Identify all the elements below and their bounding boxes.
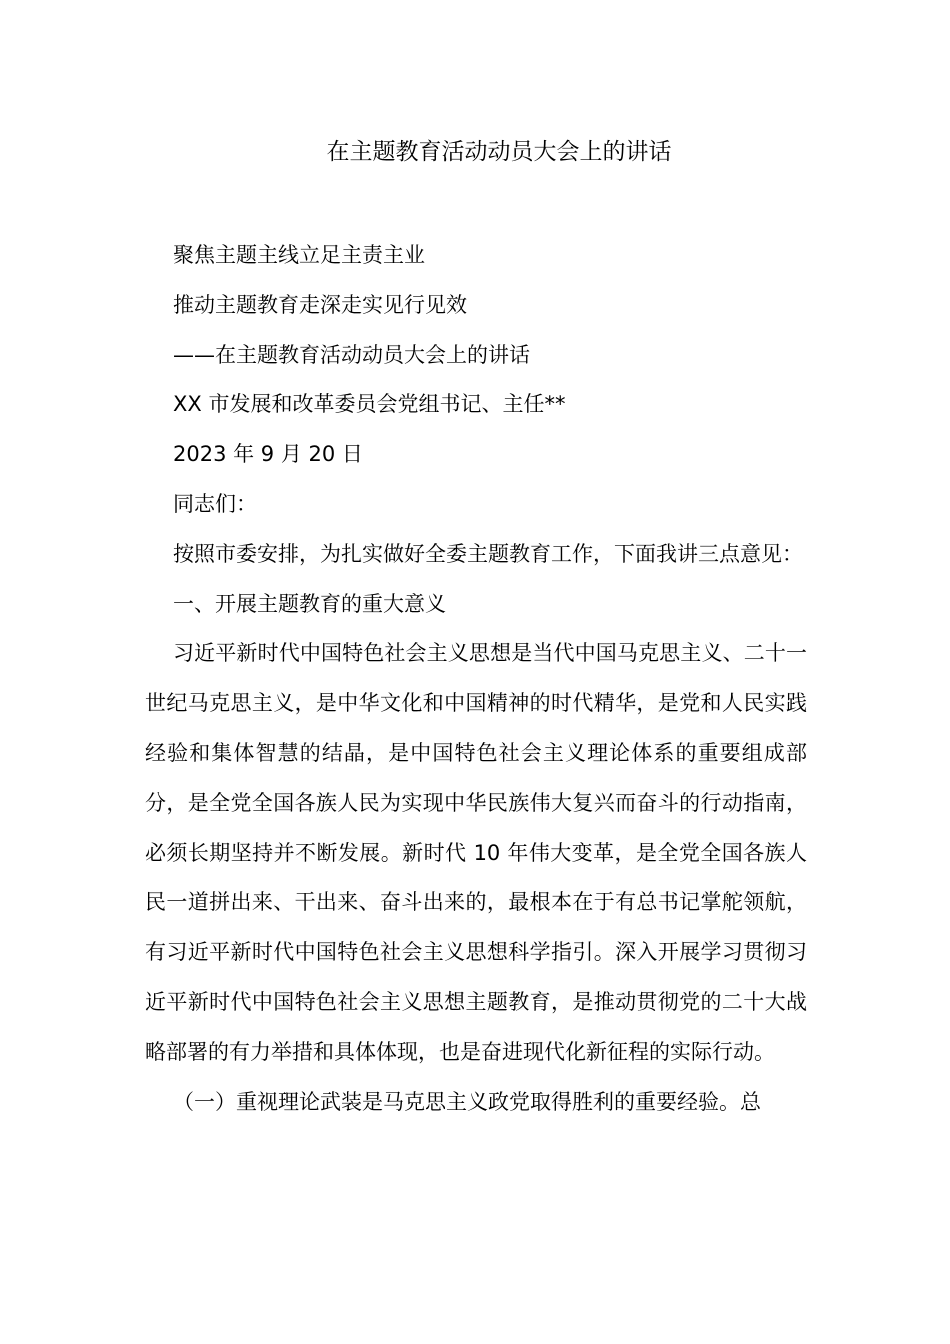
date-line: 2023 年 9 月 20 日: [173, 442, 363, 467]
subsection-heading-1: （一）重视理论武装是马克思主义政党取得胜利的重要经验。总: [173, 1089, 761, 1114]
section-heading-1: 一、开展主题教育的重大意义: [173, 591, 446, 616]
subtitle-line-3: ——在主题教育活动动员大会上的讲话: [173, 342, 530, 367]
speaker-line: XX 市发展和改革委员会党组书记、主任**: [173, 392, 566, 417]
document-title: 在主题教育活动动员大会上的讲话: [326, 139, 672, 165]
body-paragraph: 习近平新时代中国特色社会主义思想是当代中国马克思主义、二十一世纪马克思主义，是中华文化和中国精神的时代精华，是党和人民实践经验和集体智慧的结晶，是中国特色社会主义理论体系的重要组成部分，是全党全国各族人民为实现中华民族伟大复兴而奋斗的行动指南，必须长期坚持并不断发展。新时代 10 年伟大变革，是全党全国各族人民一道拼出来、干出来、奋斗出来的，最根本在于有总书记掌舵领航，有习近平新时代中国特色社会主义思想科学指引。深入开展学习贯彻习近平新时代中国特色社会主义思想主题教育，是推动贯彻党的二十大战略部署的有力举措和具体体现，也是奋进现代化新征程的实际行动。: [145, 641, 807, 1064]
salutation: 同志们：: [173, 491, 257, 516]
intro-paragraph: 按照市委安排，为扎实做好全委主题教育工作，下面我讲三点意见：: [173, 541, 803, 566]
document-body: [145, 231, 807, 1127]
subtitle-line-1: 聚焦主题主线立足主责主业: [173, 243, 425, 267]
subtitle-line-2: 推动主题教育走深走实见行见效: [173, 292, 467, 317]
